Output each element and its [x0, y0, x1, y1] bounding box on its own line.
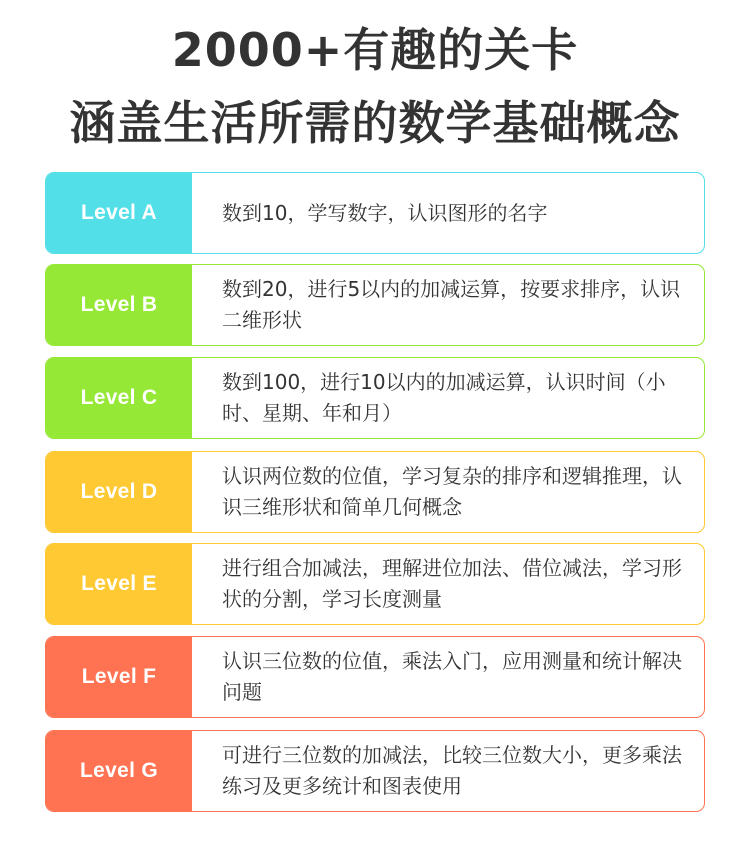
level-description: 可进行三位数的加减法，比较三位数大小，更多乘法练习及更多统计和图表使用 — [222, 743, 682, 798]
level-row-c — [45, 357, 705, 439]
level-row-d — [45, 451, 705, 533]
level-row-g — [45, 730, 705, 812]
level-description: 进行组合加减法，理解进位加法、借位减法，学习形状的分割，学习长度测量 — [222, 556, 682, 611]
level-description: 数到10，学写数字，认识图形的名字 — [222, 200, 548, 225]
level-description: 数到100，进行10以内的加减运算，认识时间（小时、星期、年和月） — [222, 370, 666, 425]
level-row-f — [45, 636, 705, 718]
level-badge: Level D — [46, 452, 192, 532]
level-badge: Level F — [46, 637, 192, 717]
level-badge: Level E — [46, 544, 192, 624]
level-description: 认识三位数的位值，乘法入门，应用测量和统计解决问题 — [222, 649, 682, 704]
level-row-b — [45, 264, 705, 346]
level-badge: Level G — [46, 731, 192, 811]
level-badge: Level B — [46, 265, 192, 345]
level-badge: Level C — [46, 358, 192, 438]
level-description: 认识两位数的位值，学习复杂的排序和逻辑推理，认识三维形状和简单几何概念 — [222, 464, 682, 519]
title-line-1: 2000+有趣的关卡 — [171, 23, 579, 77]
level-badge: Level A — [46, 173, 192, 253]
level-row-a — [45, 172, 705, 254]
level-description: 数到20，进行5以内的加减运算，按要求排序，认识二维形状 — [222, 277, 681, 332]
title-line-2: 涵盖生活所需的数学基础概念 — [69, 96, 681, 150]
level-row-e — [45, 543, 705, 625]
